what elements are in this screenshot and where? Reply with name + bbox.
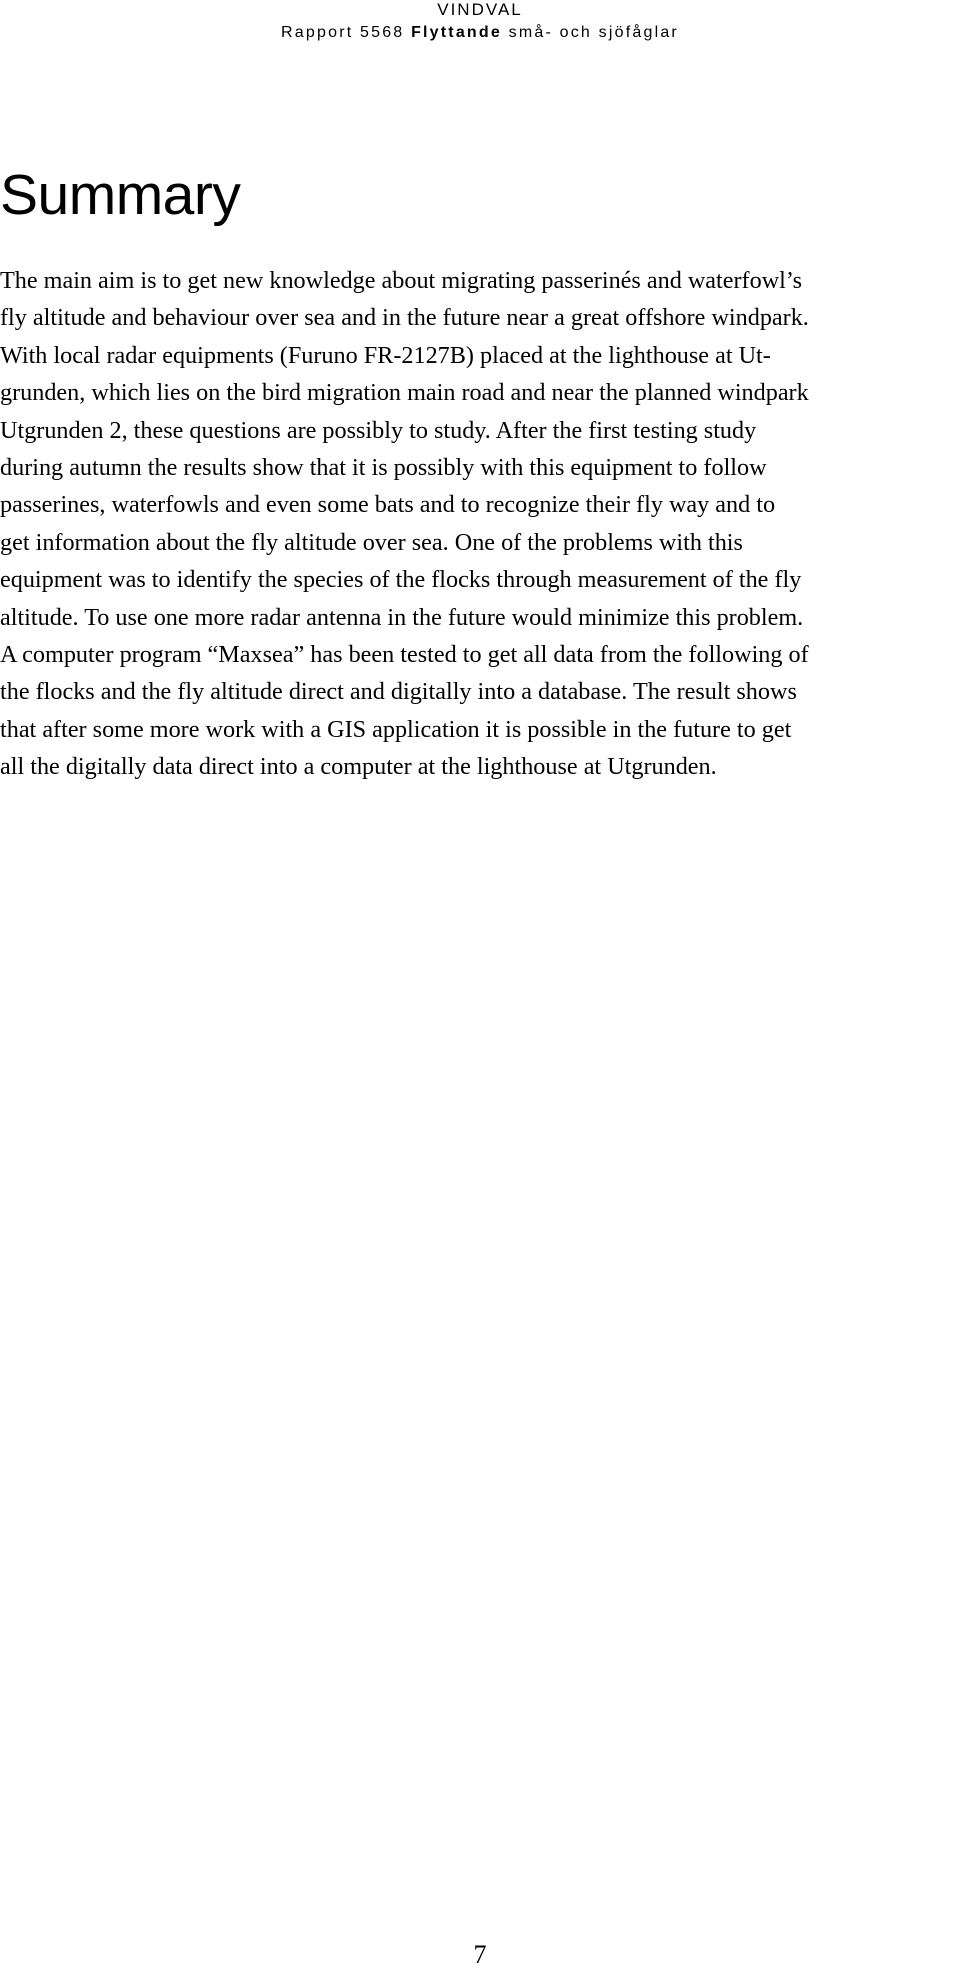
- paragraph-line: A computer program “Maxsea” has been tested to get all data from the following of: [0, 641, 809, 669]
- report-title-rest: små- och sjöfåglar: [501, 24, 679, 41]
- paragraph-line: The main aim is to get new knowledge about migrating passerinés and waterfowl’s: [0, 267, 803, 294]
- paragraph-line: With local radar equipments (Furuno FR-2127B) placed at the lighthouse at Ut-: [0, 341, 771, 369]
- running-header: [0, 0, 960, 44]
- page-title: Summary: [0, 163, 241, 227]
- paragraph-line: during autumn the results show that it is possibly with this equipment to follow: [0, 454, 767, 482]
- paragraph-line: fly altitude and behaviour over sea and in the future near a great offshore windpark.: [0, 304, 809, 332]
- paragraph-line: grunden, which lies on the bird migration main road and near the planned windpark: [0, 379, 809, 407]
- paragraph-line: all the digitally data direct into a computer at the lighthouse at Utgrunden.: [0, 753, 717, 781]
- page-number: 7: [473, 1940, 487, 1969]
- paragraph-line: passerines, waterfowls and even some bats and to recognize their fly way and to: [0, 491, 776, 519]
- report-line: [0, 22, 960, 44]
- paragraph-line: altitude. To use one more radar antenna in the future would minimize this problem.: [0, 603, 804, 631]
- paragraph-line: get information about the fly altitude over sea. One of the problems with this: [0, 528, 743, 556]
- paragraph-line: Utgrunden 2, these questions are possibly to study. After the first testing study: [0, 416, 757, 444]
- series-name: VINDVAL: [437, 0, 523, 19]
- summary-paragraph: [0, 262, 958, 786]
- paragraph-line: the flocks and the fly altitude direct and digitally into a database. The result shows: [0, 678, 797, 706]
- paragraph-line: that after some more work with a GIS application it is possible in the future to get: [0, 715, 792, 743]
- report-number: Rapport 5568: [281, 24, 412, 41]
- paragraph-line: equipment was to identify the species of the flocks through measurement of the fly: [0, 566, 802, 594]
- report-title-bold: Flyttande: [411, 24, 502, 41]
